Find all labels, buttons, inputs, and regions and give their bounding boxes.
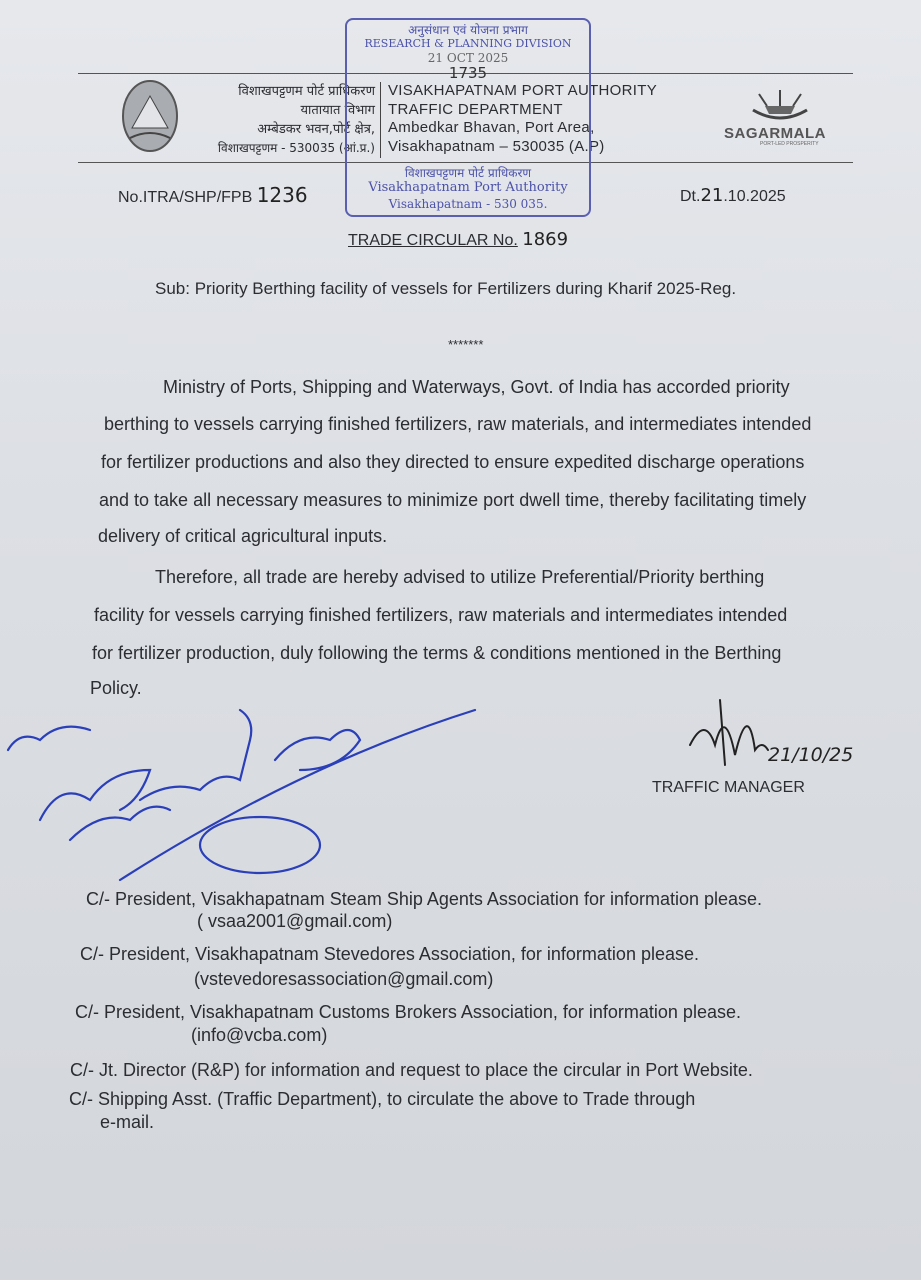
stamp-date: 21 OCT 2025 [427,51,509,65]
copy-to-line: C/- Jt. Director (R&P) for information and request to place the circular in Port Website. [70,1060,753,1080]
copy-to-line: C/- President, Visakhapatnam Stevedores Association, for information please. [80,944,699,964]
paragraph-line: facility for vessels carrying finished fertilizers, raw materials and intermediates intended [94,605,788,625]
copy-to-email[interactable]: ( vsaa2001@gmail.com) [197,911,393,931]
sagarmala-logo-text: SAGARMALA [724,125,826,142]
stamp-number-handwritten: 1735 [448,64,488,82]
english-line: TRAFFIC DEPARTMENT [388,100,563,118]
paragraph-line: Policy. [90,678,142,698]
date-day-handwritten: 21 [700,185,724,206]
date-label: Dt. [680,188,701,205]
hindi-line: यातायात विभाग [300,103,375,118]
paragraph-line: Ministry of Ports, Shipping and Waterways, Govt. of India has accorded priority [163,377,790,397]
english-line: Visakhapatnam – 530035 (A.P) [388,137,605,155]
reference-date [680,185,786,206]
sagarmala-tagline: PORT-LED PROSPERITY [760,141,819,147]
handwritten-initials-scribble [0,705,520,885]
port-emblem-logo [120,78,180,154]
sagarmala-wheel-logo [745,86,815,124]
paragraph-line: for fertilizer productions and also they directed to ensure expedited discharge operations [101,452,805,472]
circular-title [348,229,568,250]
copy-to-line: C/- President, Visakhapatnam Steam Ship Agents Association for information please. [86,889,763,909]
copy-to-line: C/- Shipping Asst. (Traffic Department), to circulate the above to Trade through [69,1089,696,1109]
circular-title-text: TRADE CIRCULAR No. [348,232,518,249]
paragraph-line: delivery of critical agricultural inputs. [98,526,388,546]
paragraph-line: berthing to vessels carrying finished fertilizers, raw materials, and intermediates intended [104,414,812,434]
hindi-line: अम्बेडकर भवन,पोर्ट क्षेत्र, [257,122,375,137]
separator: ******* [448,337,484,352]
stamp-line: RESEARCH & PLANNING DIVISION [364,37,572,50]
reference-number [118,183,308,207]
paragraph-line: for fertilizer production, duly following the terms & conditions mentioned in the Berthing [92,643,782,663]
ref-label: No.ITRA/SHP/FPB [118,189,253,206]
stamp-line: Visakhapatnam - 530 035. [388,197,548,211]
received-stamp [345,18,591,217]
copy-to-line: C/- President, Visakhapatnam Customs Brokers Association, for information please. [75,1002,741,1022]
date-rest: .10.2025 [723,188,786,205]
copy-to-email[interactable]: (info@vcba.com) [191,1025,328,1045]
copy-to-email-note: e-mail. [100,1112,155,1132]
ref-number-handwritten: 1236 [256,183,308,207]
signature-date: 21/10/25 [768,744,854,766]
circular-number-handwritten: 1869 [522,229,569,250]
traffic-manager-signature [680,695,770,770]
signatory-title: TRAFFIC MANAGER [652,779,805,796]
stamp-line: Visakhapatnam Port Authority [368,180,568,195]
hindi-line: विशाखपट्टणम पोर्ट प्राधिकरण [238,84,375,99]
subject-line: Sub: Priority Berthing facility of vessels for Fertilizers during Kharif 2025-Reg. [155,279,737,298]
stamp-line: विशाखपट्टणम पोर्ट प्राधिकरण [404,166,532,180]
copy-to-email[interactable]: (vstevedoresassociation@gmail.com) [194,969,494,989]
stamp-line: अनुसंधान एवं योजना प्रभाग [408,23,528,37]
hindi-line: विशाखपट्टणम - 530035 (आं.प्र.) [217,141,375,155]
paragraph-line: Therefore, all trade are hereby advised to utilize Preferential/Priority berthing [155,567,765,587]
english-line: VISAKHAPATNAM PORT AUTHORITY [388,82,658,99]
paragraph-line: and to take all necessary measures to minimize port dwell time, thereby facilitating timely [99,490,807,510]
english-line: Ambedkar Bhavan, Port Area, [388,119,595,136]
